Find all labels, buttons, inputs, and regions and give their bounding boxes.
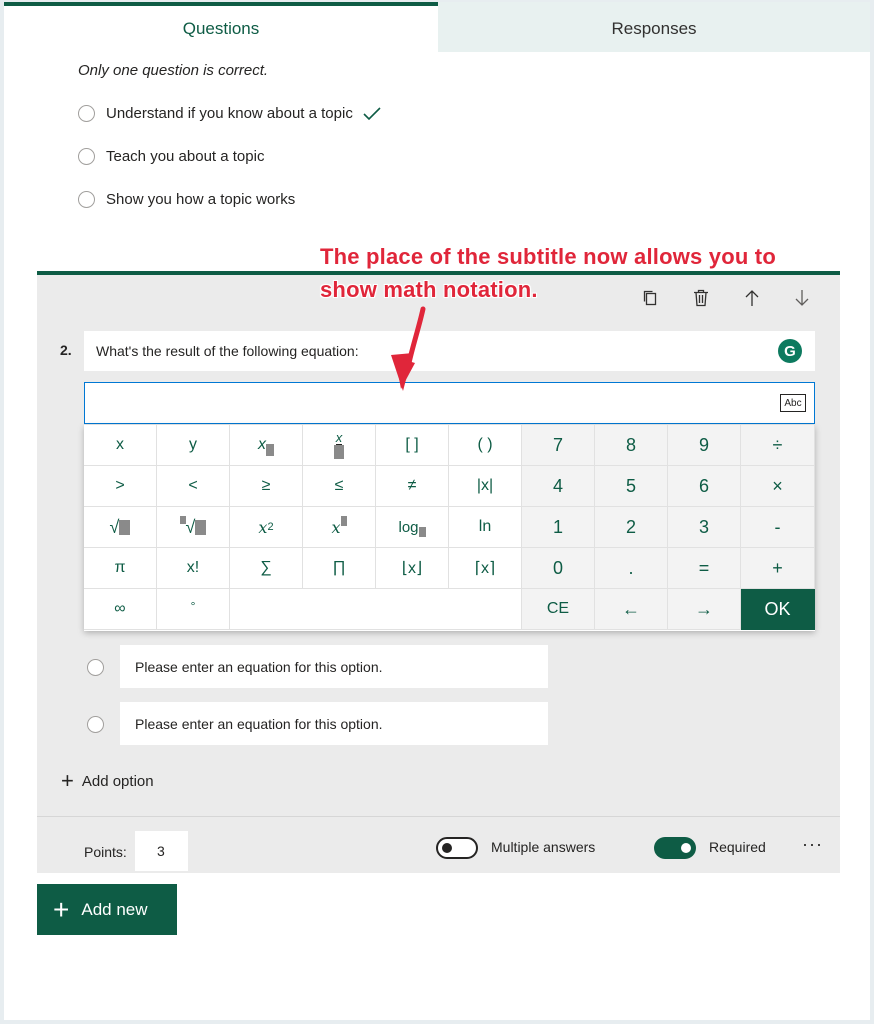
key-less-equal[interactable]: ≤	[303, 466, 376, 507]
key-log[interactable]: log	[376, 507, 449, 548]
key-floor[interactable]: ⌊x⌋	[376, 548, 449, 589]
key-4[interactable]: 4	[522, 466, 595, 507]
add-new-button[interactable]	[37, 884, 177, 935]
multiple-answers-toggle[interactable]	[436, 837, 478, 859]
key-fraction[interactable]: x	[303, 425, 376, 466]
key-nth-root[interactable]: √	[157, 507, 230, 548]
key-brackets[interactable]: [ ]	[376, 425, 449, 466]
key-right-arrow[interactable]: →	[668, 589, 741, 630]
key-y[interactable]: y	[157, 425, 230, 466]
option-label: Understand if you know about a topic	[106, 105, 353, 122]
key-ok[interactable]: OK	[741, 589, 815, 630]
key-1[interactable]: 1	[522, 507, 595, 548]
key-5[interactable]: 5	[595, 466, 668, 507]
key-6[interactable]: 6	[668, 466, 741, 507]
option-label: Show you how a topic works	[106, 191, 296, 208]
radio-button[interactable]	[78, 105, 95, 122]
add-option-button[interactable]	[61, 768, 154, 793]
points-label: Points:	[84, 844, 127, 860]
grammarly-icon[interactable]: G	[778, 339, 802, 363]
annotation-line: The place of the subtitle now allows you to	[320, 244, 776, 269]
option-row[interactable]	[78, 105, 381, 122]
key-sqrt[interactable]: √	[84, 507, 157, 548]
key-infinity[interactable]: ∞	[84, 589, 157, 630]
math-keyboard	[84, 425, 815, 631]
question-instruction: Only one question is correct.	[78, 62, 269, 79]
required-toggle[interactable]	[654, 837, 696, 859]
text-mode-icon[interactable]: Abc	[780, 394, 806, 412]
check-icon	[363, 107, 381, 121]
key-decimal[interactable]: .	[595, 548, 668, 589]
option-row[interactable]	[78, 191, 295, 208]
key-ceiling[interactable]: ⌈x⌉	[449, 548, 522, 589]
key-0[interactable]: 0	[522, 548, 595, 589]
plus-icon: +	[53, 893, 70, 925]
radio-button[interactable]	[78, 148, 95, 165]
keyboard-spacer	[230, 589, 522, 630]
subtitle-math-input[interactable]	[84, 382, 815, 424]
key-plus[interactable]: +	[741, 548, 815, 589]
question-title-input[interactable]: What's the result of the following equation:	[84, 331, 815, 371]
key-ln[interactable]: ln	[449, 507, 522, 548]
key-left-arrow[interactable]: ←	[595, 589, 668, 630]
key-9[interactable]: 9	[668, 425, 741, 466]
annotation-line: show math notation.	[320, 277, 538, 302]
question-number: 2.	[60, 342, 72, 358]
key-2[interactable]: 2	[595, 507, 668, 548]
key-sum[interactable]: ∑	[230, 548, 303, 589]
add-new-label: Add new	[81, 899, 148, 919]
annotation-arrow-icon	[385, 305, 435, 395]
key-absolute[interactable]: |x|	[449, 466, 522, 507]
key-degree[interactable]: °	[157, 589, 230, 630]
key-factorial[interactable]: x!	[157, 548, 230, 589]
plus-icon: +	[61, 768, 74, 793]
key-square[interactable]: x 2	[230, 507, 303, 548]
radio-button[interactable]	[87, 716, 104, 733]
key-greater-equal[interactable]: ≥	[230, 466, 303, 507]
add-option-label: Add option	[81, 772, 154, 790]
key-power[interactable]: x	[303, 507, 376, 548]
option-equation-input[interactable]: Please enter an equation for this option.	[120, 645, 548, 688]
key-7[interactable]: 7	[522, 425, 595, 466]
key-equals[interactable]: =	[668, 548, 741, 589]
tab-responses[interactable]: Responses	[438, 2, 870, 52]
key-pi[interactable]: π	[84, 548, 157, 589]
key-product[interactable]: ∏	[303, 548, 376, 589]
key-less-than[interactable]: <	[157, 466, 230, 507]
key-subscript[interactable]: x	[230, 425, 303, 466]
key-divide[interactable]: ÷	[741, 425, 815, 466]
key-clear-entry[interactable]: CE	[522, 589, 595, 630]
key-parentheses[interactable]: ( )	[449, 425, 522, 466]
key-x[interactable]: x	[84, 425, 157, 466]
option-equation-input[interactable]: Please enter an equation for this option.	[120, 702, 548, 745]
radio-button[interactable]	[78, 191, 95, 208]
annotation-callout	[320, 240, 840, 306]
key-3[interactable]: 3	[668, 507, 741, 548]
points-input[interactable]: 3	[135, 831, 188, 871]
tab-questions[interactable]: Questions	[4, 2, 438, 52]
key-8[interactable]: 8	[595, 425, 668, 466]
multiple-answers-label: Multiple answers	[491, 839, 596, 855]
key-not-equal[interactable]: ≠	[376, 466, 449, 507]
required-label: Required	[709, 839, 766, 855]
key-multiply[interactable]: ×	[741, 466, 815, 507]
key-minus[interactable]: -	[741, 507, 815, 548]
key-greater-than[interactable]: >	[84, 466, 157, 507]
radio-button[interactable]	[87, 659, 104, 676]
more-options-icon[interactable]: ···	[802, 834, 823, 854]
option-label: Teach you about a topic	[106, 148, 265, 165]
option-row[interactable]	[78, 148, 264, 165]
